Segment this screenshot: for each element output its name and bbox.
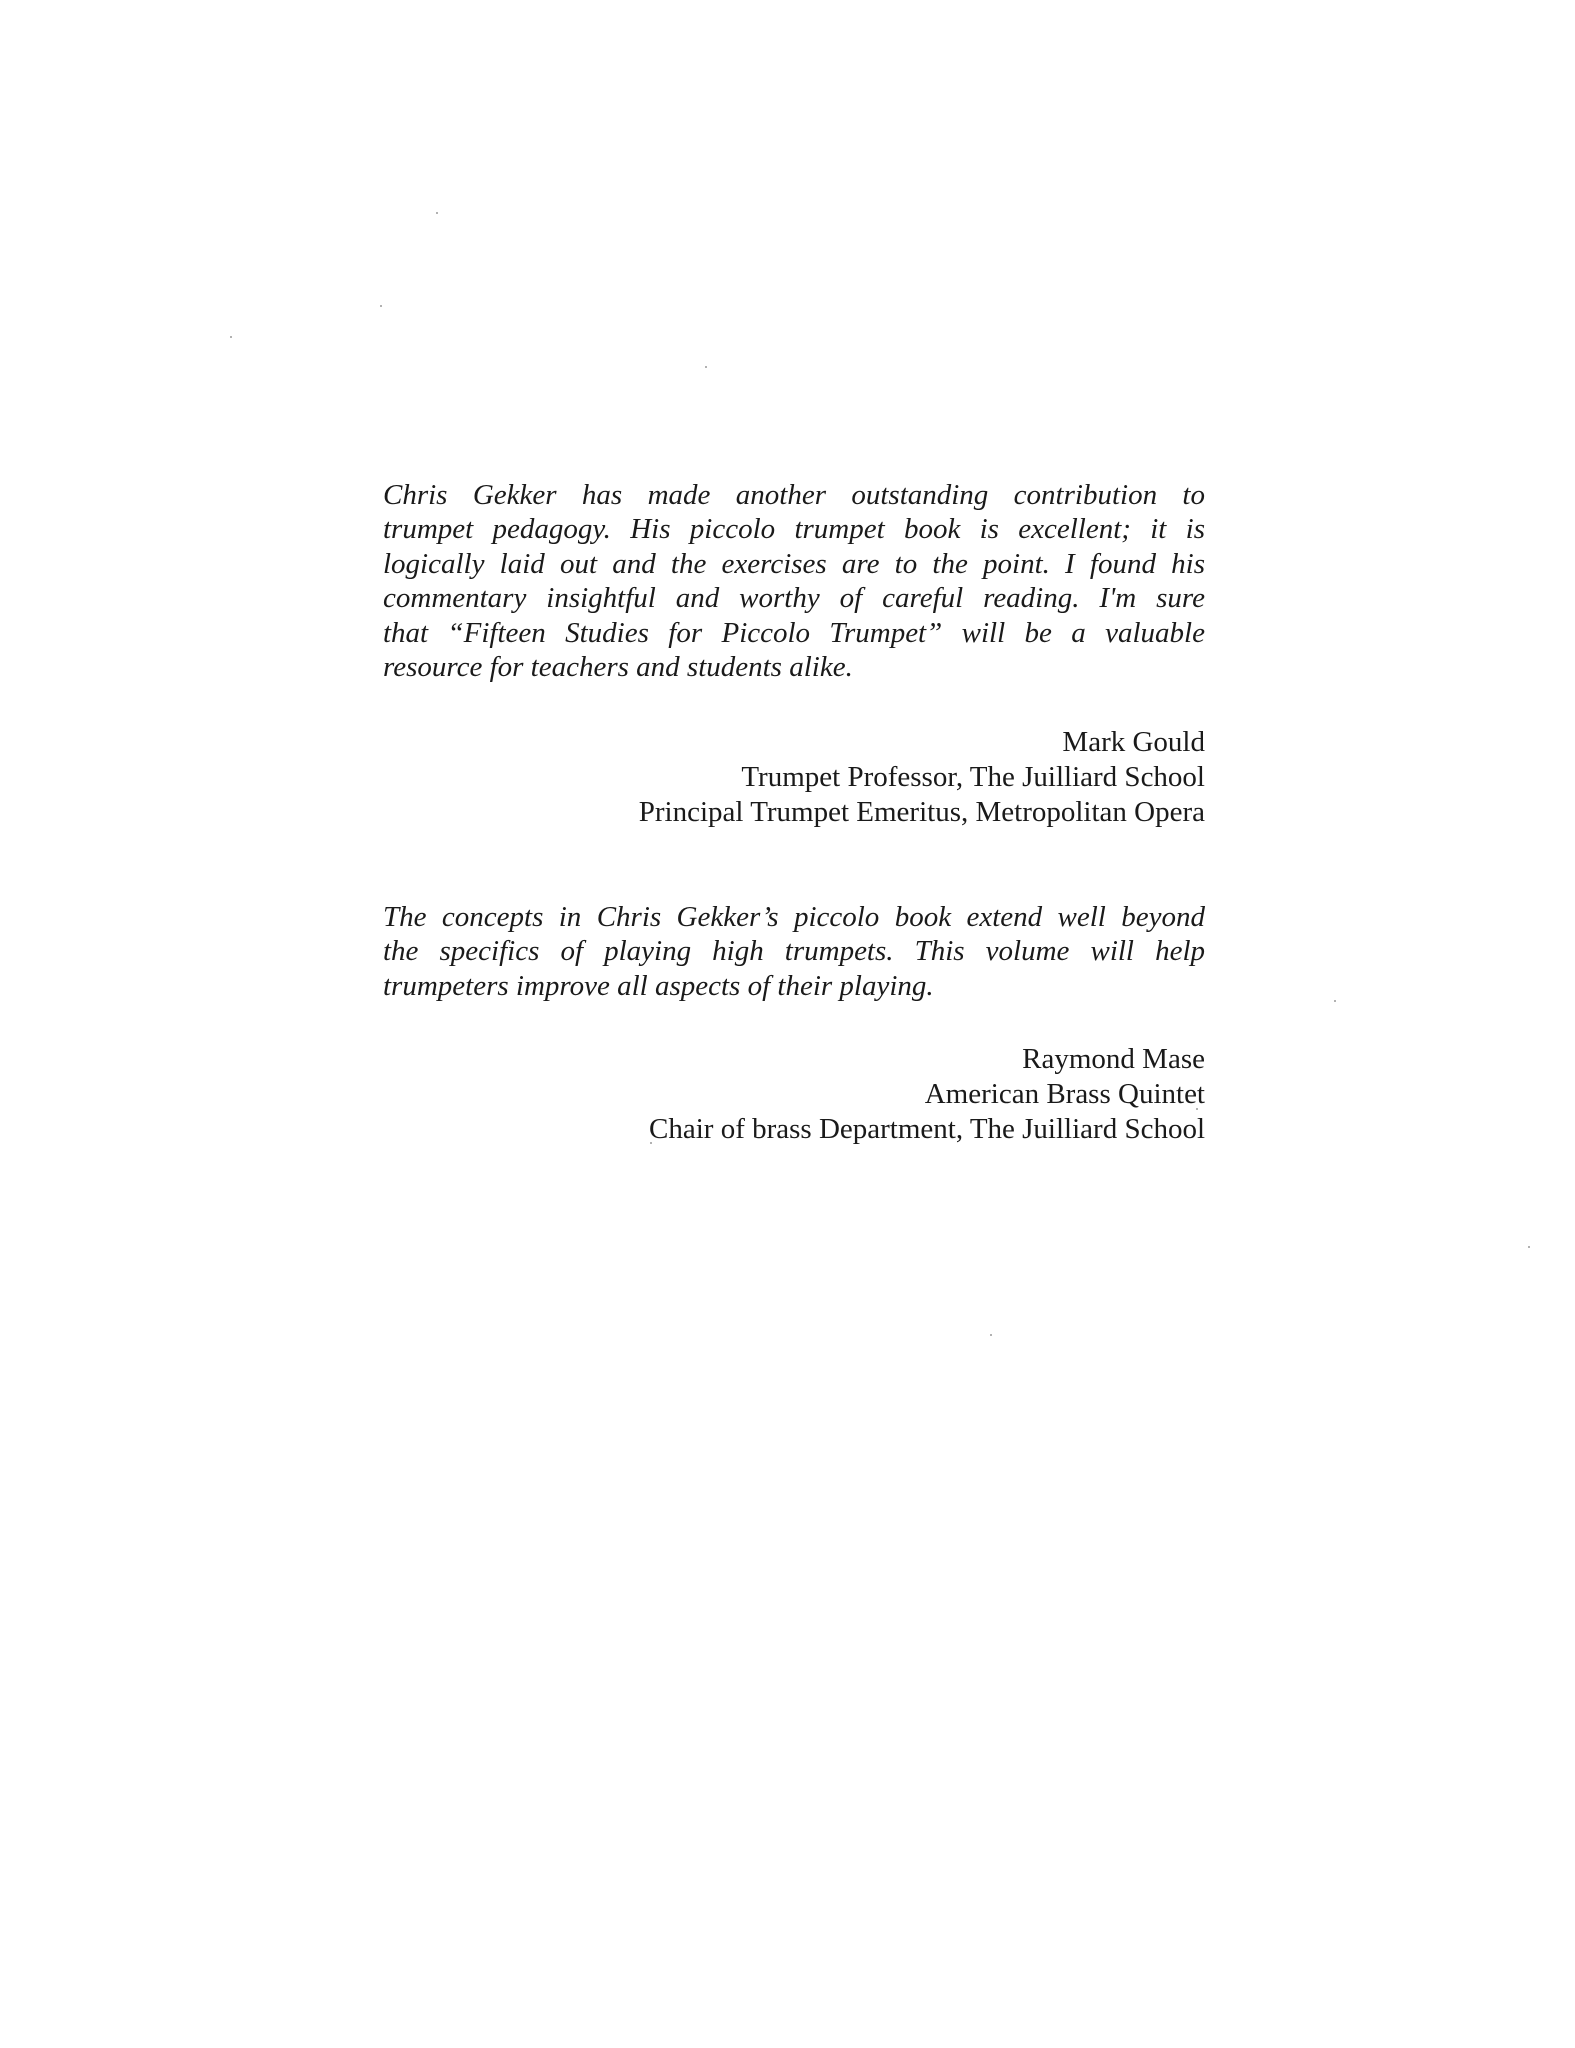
testimonial-quote: [383, 478, 1205, 684]
author-name: Raymond Mase: [1022, 1043, 1205, 1075]
quote-line: commentary insightful and worthy of careful reading. I'm sure: [383, 582, 1205, 615]
scan-speck: [380, 305, 382, 307]
quote-line: the specifics of playing high trumpets. This volume will help: [383, 935, 1205, 968]
quote-line: trumpeters improve all aspects of their playing.: [383, 969, 934, 1002]
scan-speck: [1334, 1000, 1336, 1002]
quote-line: that “Fifteen Studies for Piccolo Trumpet” will be a valuable: [383, 616, 1205, 649]
author-name: Mark Gould: [1062, 726, 1205, 758]
scan-speck: [705, 366, 707, 368]
author-title: Principal Trumpet Emeritus, Metropolitan Opera: [638, 795, 1205, 828]
author-title: Chair of brass Department, The Juilliard School: [649, 1112, 1205, 1145]
author-title: Trumpet Professor, The Juilliard School: [741, 760, 1205, 793]
scan-speck: [436, 212, 438, 214]
quote-line: The concepts in Chris Gekker’s piccolo book extend well beyond: [383, 901, 1205, 933]
testimonial-attribution: [383, 1042, 1205, 1146]
quote-line: trumpet pedagogy. His piccolo trumpet book is excellent; it is: [383, 513, 1205, 546]
author-title: American Brass Quintet: [924, 1077, 1205, 1110]
quote-line: resource for teachers and students alike.: [383, 651, 853, 684]
scan-speck: [230, 336, 232, 338]
scan-speck: [1528, 1246, 1530, 1248]
scan-speck: [990, 1334, 992, 1336]
testimonial-quote: [383, 900, 1205, 1003]
quote-line: Chris Gekker has made another outstanding contribution to: [383, 479, 1205, 511]
quote-line: logically laid out and the exercises are to the point. I found his: [383, 547, 1205, 580]
testimonial-attribution: [383, 725, 1205, 829]
